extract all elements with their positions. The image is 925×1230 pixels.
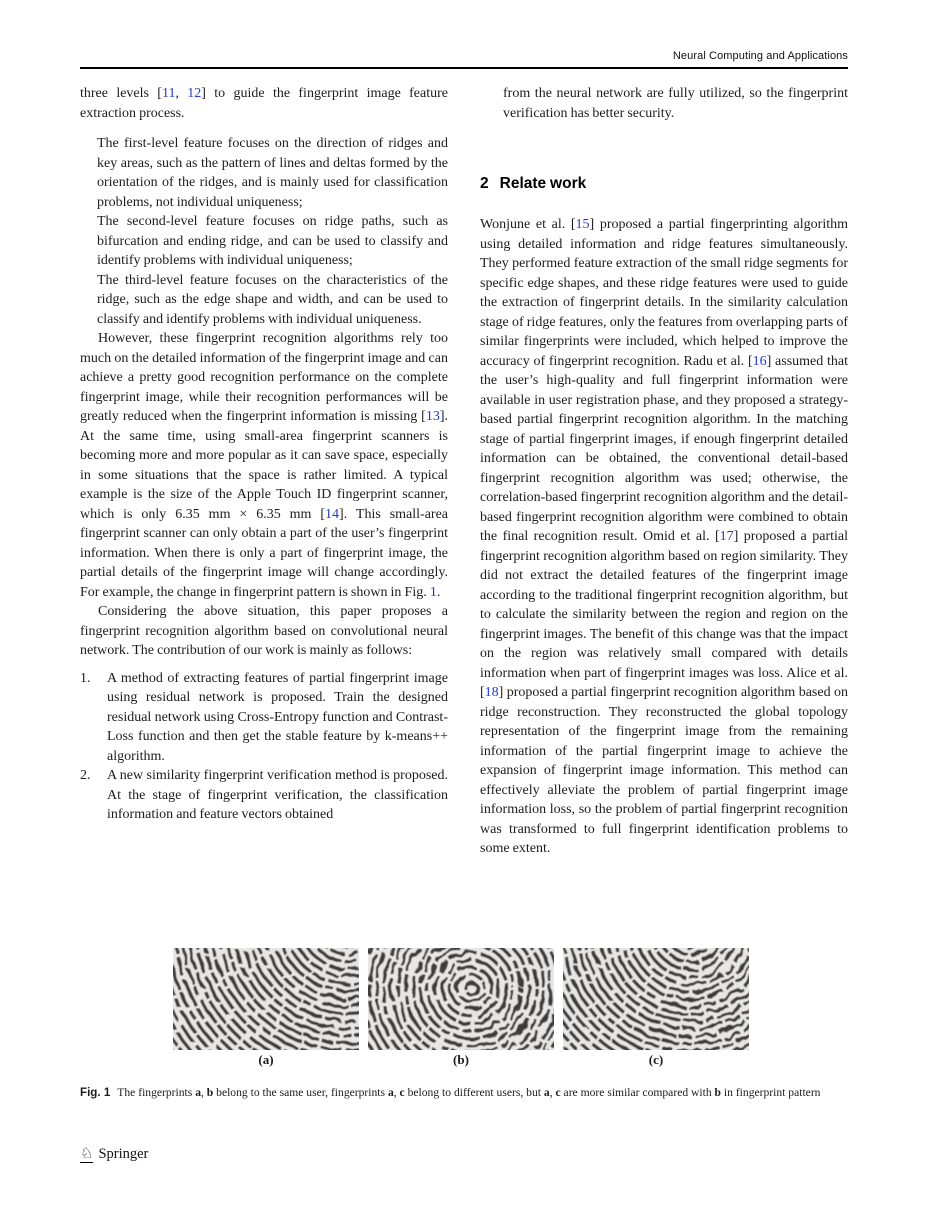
level-1-paragraph: The first-level feature focuses on the direction of ridges and key areas, such as the pattern of lines and deltas formed by the orientation of the ridges, and is mainly used for classification problems, not individual uniqueness;: [97, 136, 448, 210]
list-item-text: A new similarity fingerprint verification method is proposed. At the stage of fingerprint verification, the classification information and feature vectors obtained: [107, 768, 448, 822]
contribution-list: [80, 669, 448, 825]
figure-caption: Fig. 1 The fingerprints a, b belong to the same user, fingerprints a, c belong to different users, but a, c are more similar compared with b in fingerprint pattern: [80, 1086, 821, 1099]
list-item-number: 2.: [80, 768, 91, 783]
level-2-paragraph: The second-level feature focuses on ridge paths, such as bifurcation and ending ridge, and can be used to classify and identify problems with individual uniqueness;: [97, 214, 448, 268]
figure-1-panel-labels: [173, 1052, 749, 1068]
citation-link[interactable]: 11: [161, 86, 176, 101]
citation-link[interactable]: 13: [425, 409, 440, 424]
figure-1: [173, 948, 749, 1068]
publisher-name: Springer: [98, 1146, 149, 1162]
paragraph-list-continuation: from the neural network are fully utilized, so the fingerprint verification has better security.: [503, 86, 848, 121]
list-item-text: A method of extracting features of partial fingerprint image using residual network is proposed. Train the designed residual network using Cross-Entropy function and Contrast-Loss function and then get the stable feature by k-means++ algorithm.: [107, 670, 448, 764]
list-item-number: 1.: [80, 670, 91, 686]
levels-block: [97, 134, 448, 329]
right-column: [480, 84, 848, 859]
citation-link[interactable]: 1: [429, 584, 437, 600]
panel-label-c: (c): [648, 1052, 664, 1067]
left-column: [80, 84, 448, 859]
section-title: Relate work: [499, 175, 587, 192]
figure-caption-label: Fig. 1: [80, 1086, 111, 1099]
citation-link[interactable]: 15: [575, 217, 590, 232]
paragraph-related-work: Wonjune et al. [15] proposed a partial fingerprinting algorithm using detailed information and ridge features simultaneously. They performed feature extraction of the small ridge segments for specific edge shapes, and these ridge features were used to guide the extraction of fingerprint details. In the similarity calculation stage of ridge features, only the features from overlapping parts of similar fingerprints were included, which helped to improve the accuracy of fingerprint recognition. Radu et al. [16] assumed that the user’s high-quality and full fingerprint information were available in user registration phase, and they proposed a strategy-based partial fingerprint recognition algorithm. In the matching stage of partial fingerprint images, if enough fingerprint detailed information can be obtained, the conventional detail-based fingerprint recognition algorithm was used; otherwise, the correlation-based fingerprint recognition algorithm and the detail-based fingerprint recognition algorithm were combined to obtain the final recognition result. Omid et al. [17] proposed a partial fingerprint recognition algorithm based on region similarity. They did not extract the detailed features of the fingerprint image according to the traditional fingerprint recognition algorithm, but to calculate the similarity between the region and region on the fingerprint images. The benefit of this change was that the impact on the region was relatively small compared with details information when part of fingerprint images was loss. Alice et al. [18] proposed a partial fingerprint recognition algorithm based on ridge reconstruction. They reconstructed the global topology representation of the fingerprint image from the remaining information of the partial fingerprint image to achieve the expansion of fingerprint image information. This method can effectively alleviate the problem of partial fingerprint image information loss, so the problem of partial fingerprint recognition was transformed to full fingerprint identification problems to some extent.: [480, 217, 848, 856]
running-head: [673, 50, 848, 62]
journal-title: Neural Computing and Applications: [672, 50, 848, 62]
citation-link[interactable]: 12: [187, 86, 202, 101]
fingerprint-image-b: [368, 948, 554, 1050]
section-heading-relate-work: [480, 174, 848, 194]
header-rule: [80, 67, 848, 69]
two-column-body: [80, 84, 848, 859]
figure-1-images: [173, 948, 749, 1050]
paragraph-however: However, these fingerprint recognition algorithms rely too much on the detailed information of the fingerprint image and can achieve a pretty good recognition performance on the complete fingerprint image, while their recognition performances will be greatly reduced when the fingerprint information is missing [13]. At the same time, using small-area fingerprint scanners is becoming more and more popular as it can save space, especially in some situations that the space is rather limited. A typical example is the size of the Apple Touch ID fingerprint scanner, which is only 6.35 mm × 6.35 mm [14]. This small-area fingerprint scanner can only obtain a part of the user’s fingerprint information. When there is only a part of fingerprint image, the partial details of the fingerprint image will change accordingly. For example, the change in fingerprint pattern is shown in Fig. 1.: [80, 331, 449, 600]
list-item: [80, 669, 448, 767]
section-number: 2: [480, 175, 489, 192]
paragraph-considering: Considering the above situation, this paper proposes a fingerprint recognition algorithm based on convolutional neural network. The contribution of our work is mainly as follows:: [80, 604, 448, 658]
fingerprint-image-c: [563, 948, 749, 1050]
fingerprint-image-a: [173, 948, 359, 1050]
panel-label-a: (a): [258, 1052, 274, 1067]
citation-link[interactable]: 18: [484, 685, 499, 700]
panel-label-b: (b): [453, 1052, 469, 1067]
list-item: [80, 766, 448, 825]
citation-link[interactable]: 16: [752, 353, 767, 369]
springer-knight-icon: ♘: [80, 1144, 94, 1162]
level-3-paragraph: The third-level feature focuses on the characteristics of the ridge, such as the edge shape and width, and can be used to classify and identify problems with individual uniqueness.: [97, 272, 448, 327]
citation-link[interactable]: 14: [325, 506, 340, 522]
paragraph-intro-continuation: three levels [11, 12] to guide the fingerprint image feature extraction process.: [80, 86, 448, 121]
publisher-logo: [80, 1146, 148, 1163]
citation-link[interactable]: 17: [719, 529, 734, 544]
